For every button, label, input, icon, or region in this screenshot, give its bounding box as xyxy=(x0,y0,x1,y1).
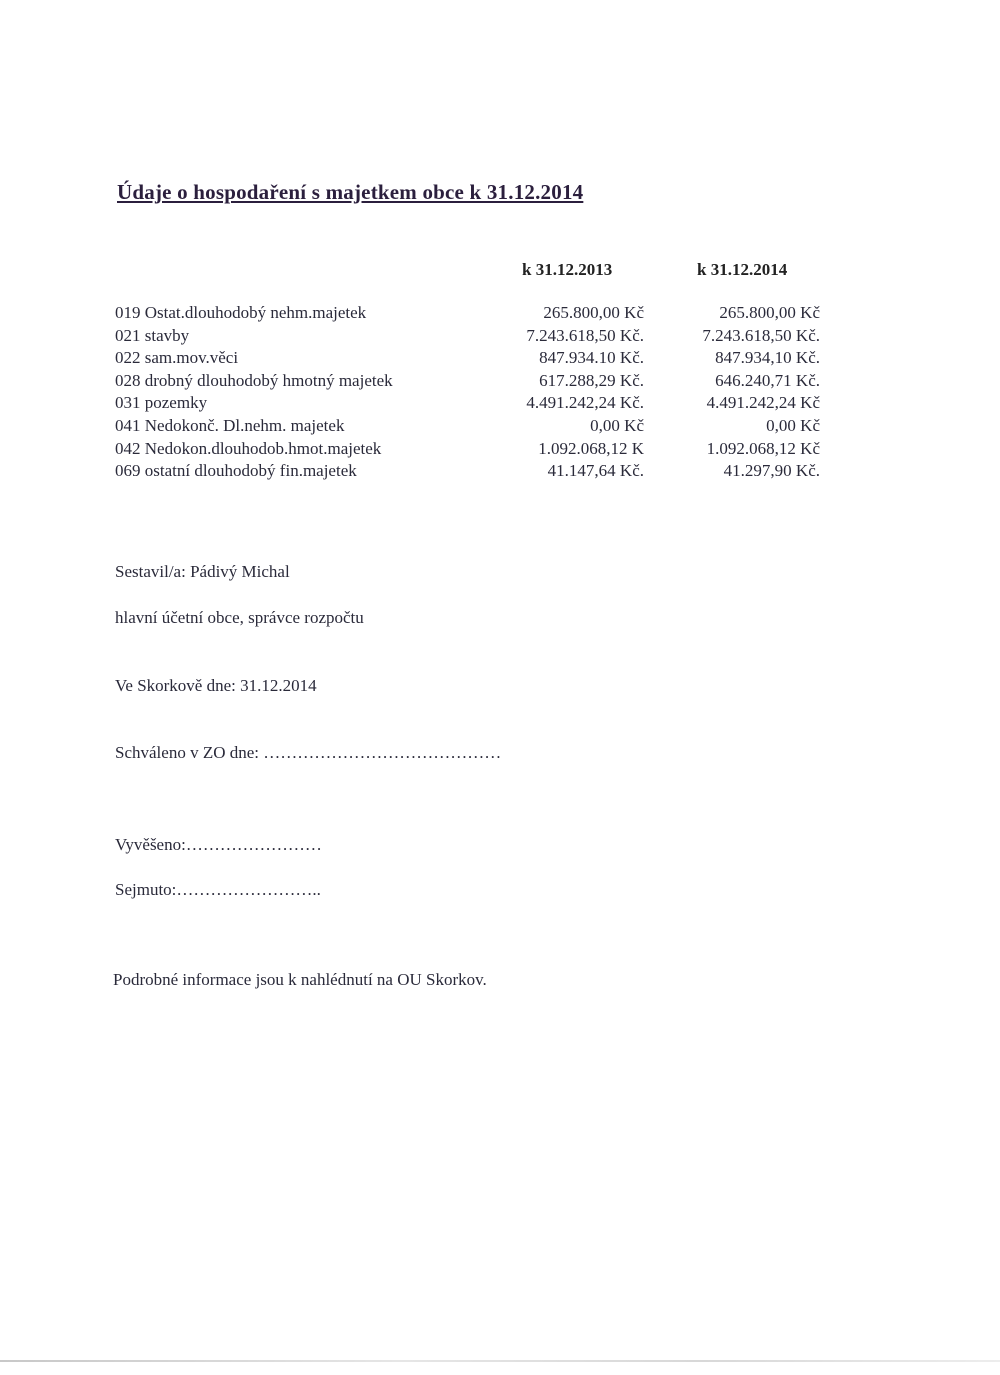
asset-table xyxy=(0,302,1000,483)
compiled-by: Sestavil/a: Pádivý Michal xyxy=(115,562,290,581)
approved-line: Schváleno v ZO dne: …………………………………… xyxy=(115,743,502,762)
table-row xyxy=(0,302,1000,325)
value-2014: 1.092.068,12 Kč xyxy=(706,438,820,458)
row-label: 069 ostatní dlouhodobý fin.majetek xyxy=(115,461,357,481)
value-2014: 7.243.618,50 Kč. xyxy=(702,325,820,345)
column-header-2013: k 31.12.2013 xyxy=(522,260,613,279)
column-header-2014: k 31.12.2014 xyxy=(697,260,788,279)
value-2013: 7.243.618,50 Kč. xyxy=(526,325,644,345)
row-label: 042 Nedokon.dlouhodob.hmot.majetek xyxy=(115,438,382,458)
table-row xyxy=(0,392,1000,415)
posted-line: Vyvěšeno:…………………… xyxy=(115,835,322,854)
row-label: 031 pozemky xyxy=(115,393,208,413)
value-2014: 0,00 Kč xyxy=(766,415,820,435)
value-2013: 265.800,00 Kč xyxy=(543,303,644,322)
row-label: 019 Ostat.dlouhodobý nehm.majetek xyxy=(115,303,367,322)
table-row xyxy=(0,347,1000,370)
scan-edge-divider xyxy=(0,1360,1000,1362)
value-2013: 847.934.10 Kč. xyxy=(539,348,644,368)
row-label: 022 sam.mov.věci xyxy=(115,348,239,368)
table-row xyxy=(0,460,1000,483)
document-title: Údaje o hospodaření s majetkem obce k 31.12.2014 xyxy=(117,180,584,204)
row-label: 028 drobný dlouhodobý hmotný majetek xyxy=(115,370,393,390)
value-2014: 4.491.242,24 Kč xyxy=(706,393,820,413)
table-row xyxy=(0,438,1000,461)
value-2014: 847.934,10 Kč. xyxy=(715,348,820,368)
table-row xyxy=(0,370,1000,393)
value-2013: 1.092.068,12 K xyxy=(538,438,644,458)
compiler-role: hlavní účetní obce, správce rozpočtu xyxy=(115,608,364,627)
info-note: Podrobné informace jsou k nahlédnutí na OU Skorkov. xyxy=(113,970,487,989)
value-2013: 617.288,29 Kč. xyxy=(539,370,644,390)
row-label: 041 Nedokonč. Dl.nehm. majetek xyxy=(115,415,345,435)
value-2014: 265.800,00 Kč xyxy=(719,303,820,322)
value-2013: 0,00 Kč xyxy=(590,415,644,435)
place-and-date: Ve Skorkově dne: 31.12.2014 xyxy=(115,676,317,695)
table-row xyxy=(0,415,1000,438)
removed-line: Sejmuto:…………………….. xyxy=(115,880,321,899)
value-2013: 41.147,64 Kč. xyxy=(547,461,644,481)
table-row xyxy=(0,325,1000,348)
value-2014: 41.297,90 Kč. xyxy=(723,461,820,481)
value-2013: 4.491.242,24 Kč. xyxy=(526,393,644,413)
row-label: 021 stavby xyxy=(115,325,190,345)
value-2014: 646.240,71 Kč. xyxy=(715,370,820,390)
